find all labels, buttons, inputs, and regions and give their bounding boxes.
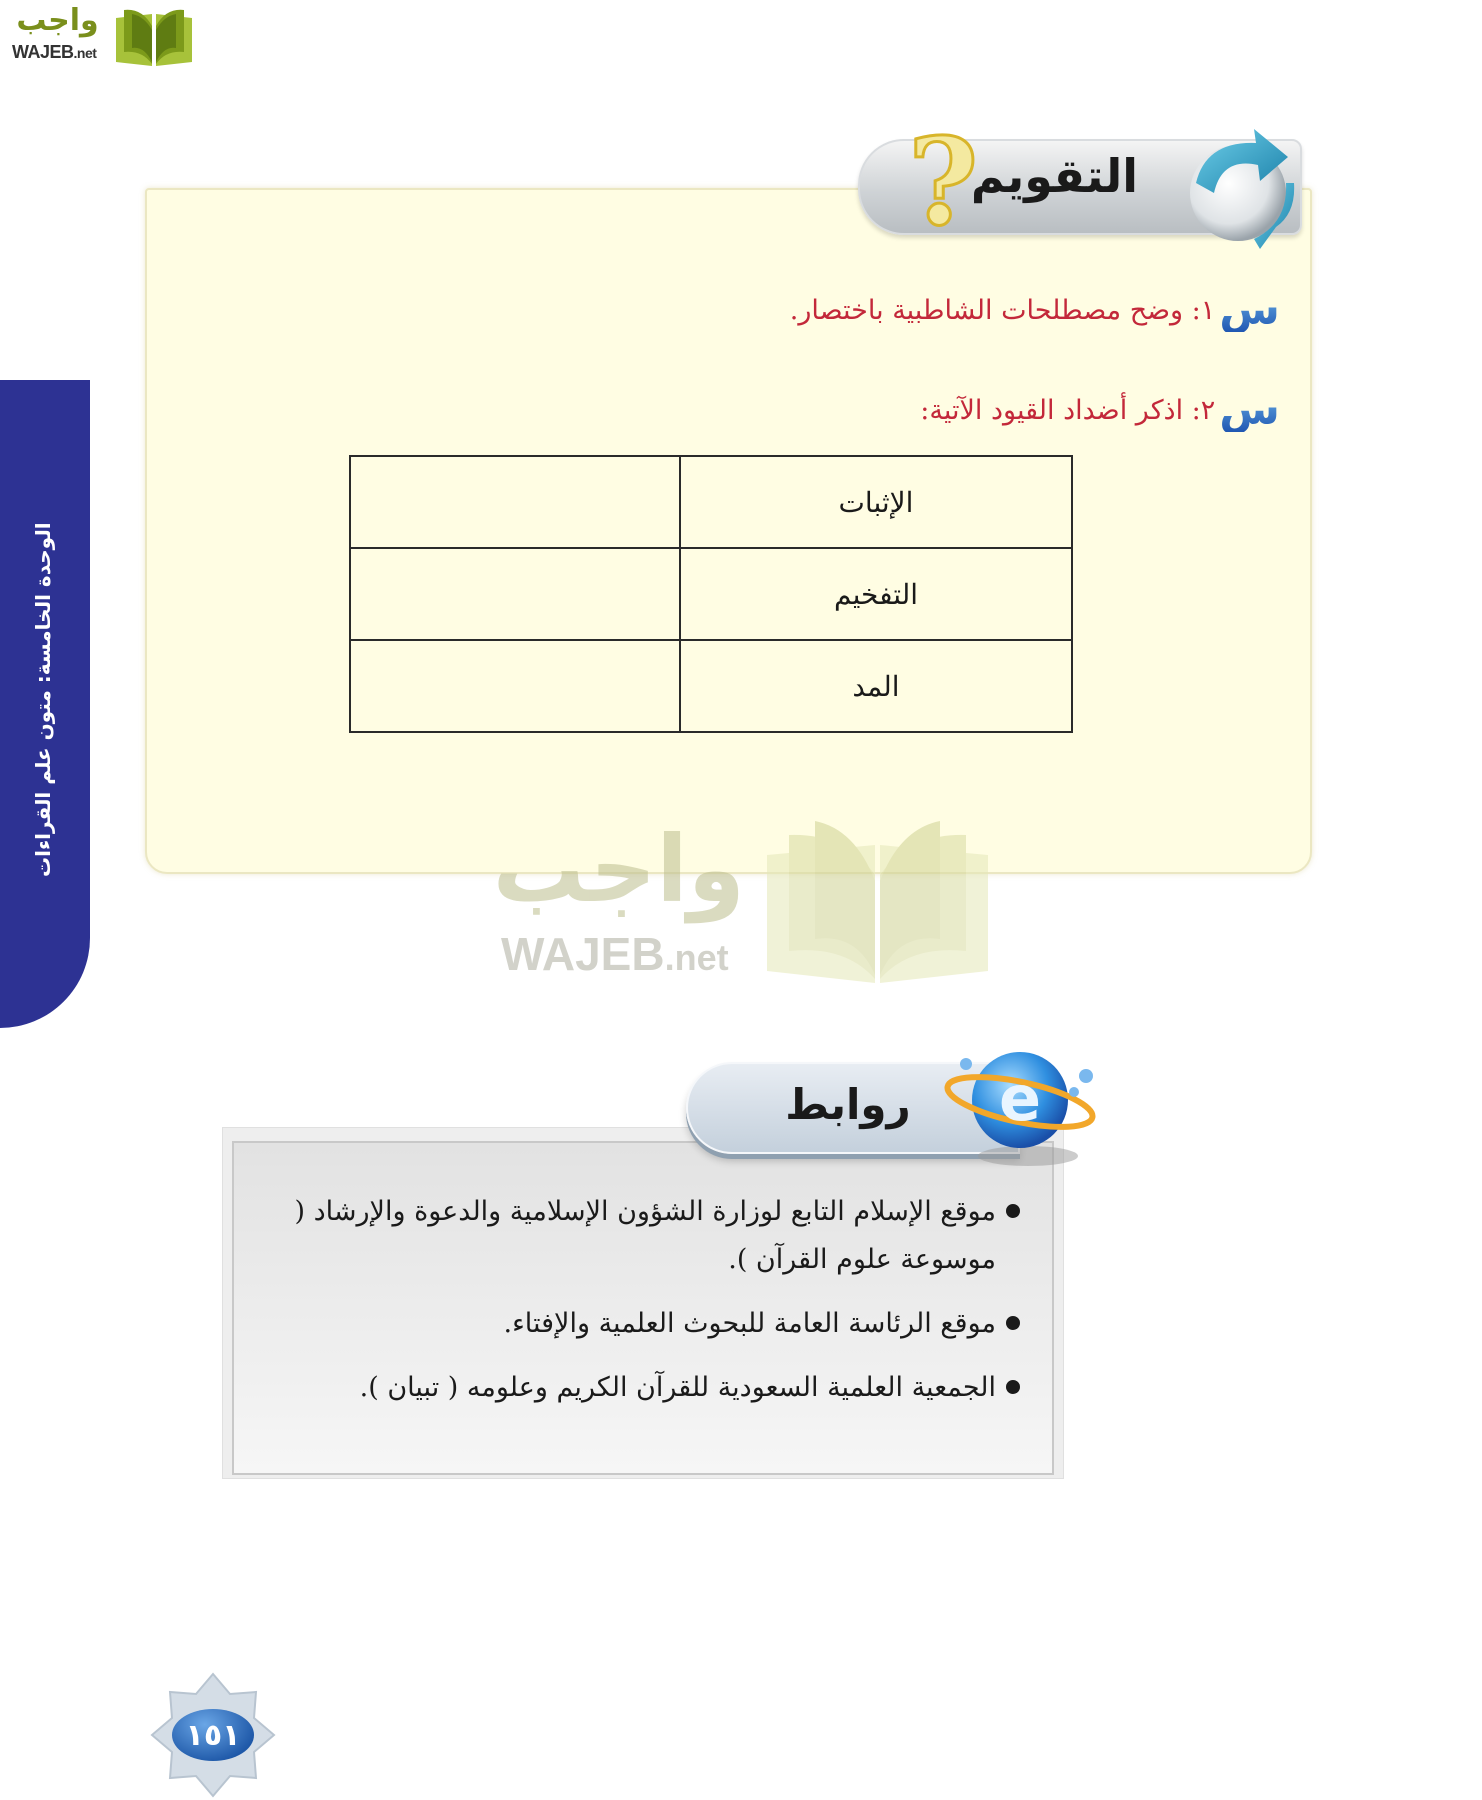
link-item[interactable]: موقع الرئاسة العامة للبحوث العلمية والإفتاء.	[260, 1300, 1020, 1348]
question-1	[789, 284, 1280, 335]
link-item[interactable]: موقع الإسلام التابع لوزارة الشؤون الإسلامية والدعوة والإرشاد ( موسوعة علوم القرآن ).	[260, 1188, 1020, 1284]
term-cell: التفخيم	[680, 548, 1072, 640]
evaluation-title: التقويم	[970, 149, 1138, 203]
link-item[interactable]: الجمعية العلمية السعودية للقرآن الكريم وعلومه ( تبيان ).	[260, 1364, 1020, 1412]
term-cell: المد	[680, 640, 1072, 732]
book-icon	[114, 6, 194, 68]
table-row	[350, 548, 1072, 640]
unit-title: الوحدة الخامسة: متون علم القراءات	[31, 522, 55, 878]
question-2	[920, 384, 1280, 435]
svg-text:e: e	[998, 1062, 1042, 1135]
term-cell: الإثبات	[680, 456, 1072, 548]
page-number-badge	[150, 1672, 276, 1798]
evaluation-header	[858, 112, 1308, 253]
refresh-arrow-icon	[1176, 123, 1306, 253]
question-mark-icon: ?	[908, 112, 979, 253]
wajeb-logo[interactable]	[10, 4, 190, 68]
book-icon	[765, 815, 990, 985]
internet-explorer-icon	[936, 1038, 1096, 1168]
logo-latin-text: WAJEB.net	[12, 42, 97, 62]
links-header	[686, 1038, 1096, 1168]
question-number: ١	[1200, 294, 1216, 326]
page-number: ١٥١	[172, 1709, 254, 1761]
links-list	[260, 1188, 1020, 1428]
logo-arabic-text: واجب	[16, 3, 99, 38]
links-title: روابط	[785, 1080, 911, 1129]
table-row	[350, 456, 1072, 548]
question-text: : اذكر أضداد القيود الآتية:	[920, 394, 1201, 426]
wajeb-watermark	[492, 815, 995, 990]
table-row	[350, 640, 1072, 732]
question-text: : وضح مصطلحات الشاطبية باختصار.	[789, 294, 1201, 326]
question-badge-icon: س	[1219, 284, 1280, 335]
watermark-latin-text: WAJEB.net	[501, 928, 729, 980]
answer-cell[interactable]	[350, 640, 680, 732]
answer-cell[interactable]	[350, 456, 680, 548]
answer-cell[interactable]	[350, 548, 680, 640]
unit-side-tab	[0, 380, 90, 1028]
watermark-arabic-text: واجب	[492, 816, 745, 923]
question-number: ٢	[1200, 394, 1216, 426]
opposites-table	[349, 455, 1073, 733]
question-badge-icon: س	[1219, 384, 1280, 435]
